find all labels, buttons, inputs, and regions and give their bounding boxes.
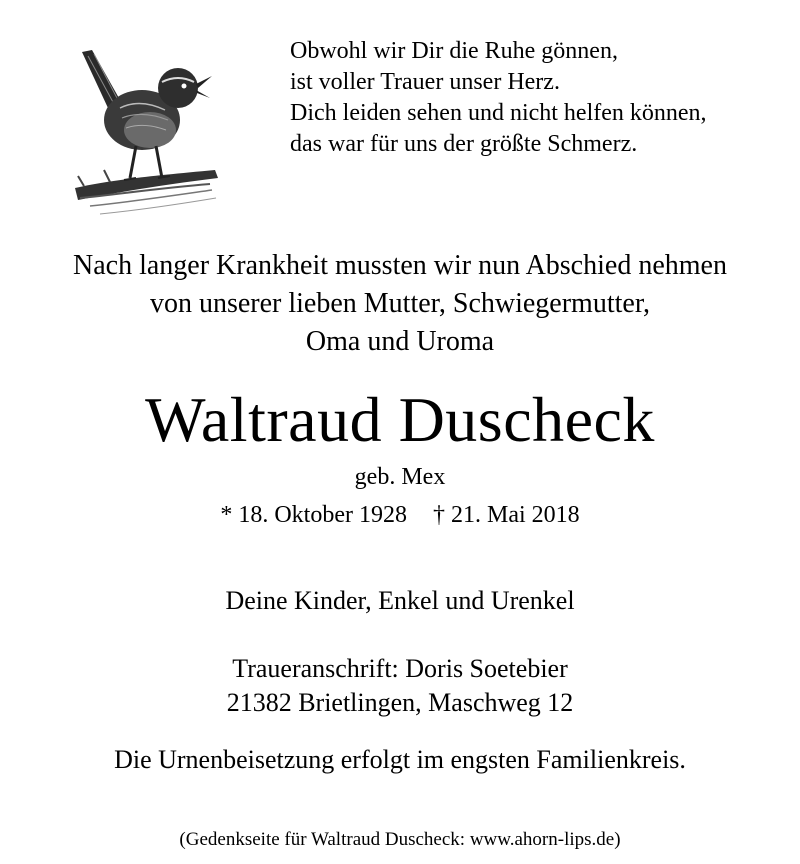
poem-line: ist voller Trauer unser Herz. [290,69,560,95]
poem [290,36,707,160]
poem-line: das war für uns der größte Schmerz. [290,131,638,157]
poem-line: Obwohl wir Dir die Ruhe gönnen, [290,38,618,64]
intro-line: Nach langer Krankheit mussten wir nun Abschied nehmen [73,250,727,281]
mourners: Deine Kinder, Enkel und Urenkel [225,586,575,615]
intro-text [0,247,800,361]
birth-name: geb. Mex [354,464,446,490]
birth-date: * 18. Oktober 1928 [220,502,407,528]
wren-bird-icon [70,38,220,218]
mourning-address [0,652,800,720]
poem-line: Dich leiden sehen und nicht helfen können, [290,100,707,126]
address-line-2: 21382 Brietlingen, Maschweg 12 [226,688,574,717]
death-date: † 21. Mai 2018 [432,502,580,528]
life-dates [0,500,800,530]
address-line-1: Traueranschrift: Doris Soetebier [232,654,568,683]
intro-line: von unserer lieben Mutter, Schwiegermutter, [149,288,651,319]
burial-note: Die Urnenbeisetzung erfolgt im engsten Familienkreis. [114,745,686,774]
deceased-name: Waltraud Duscheck [145,384,655,455]
memorial-page-footer: (Gedenkseite für Waltraud Duscheck: www.ahorn-lips.de) [179,829,621,850]
intro-line: Oma und Uroma [305,326,495,357]
